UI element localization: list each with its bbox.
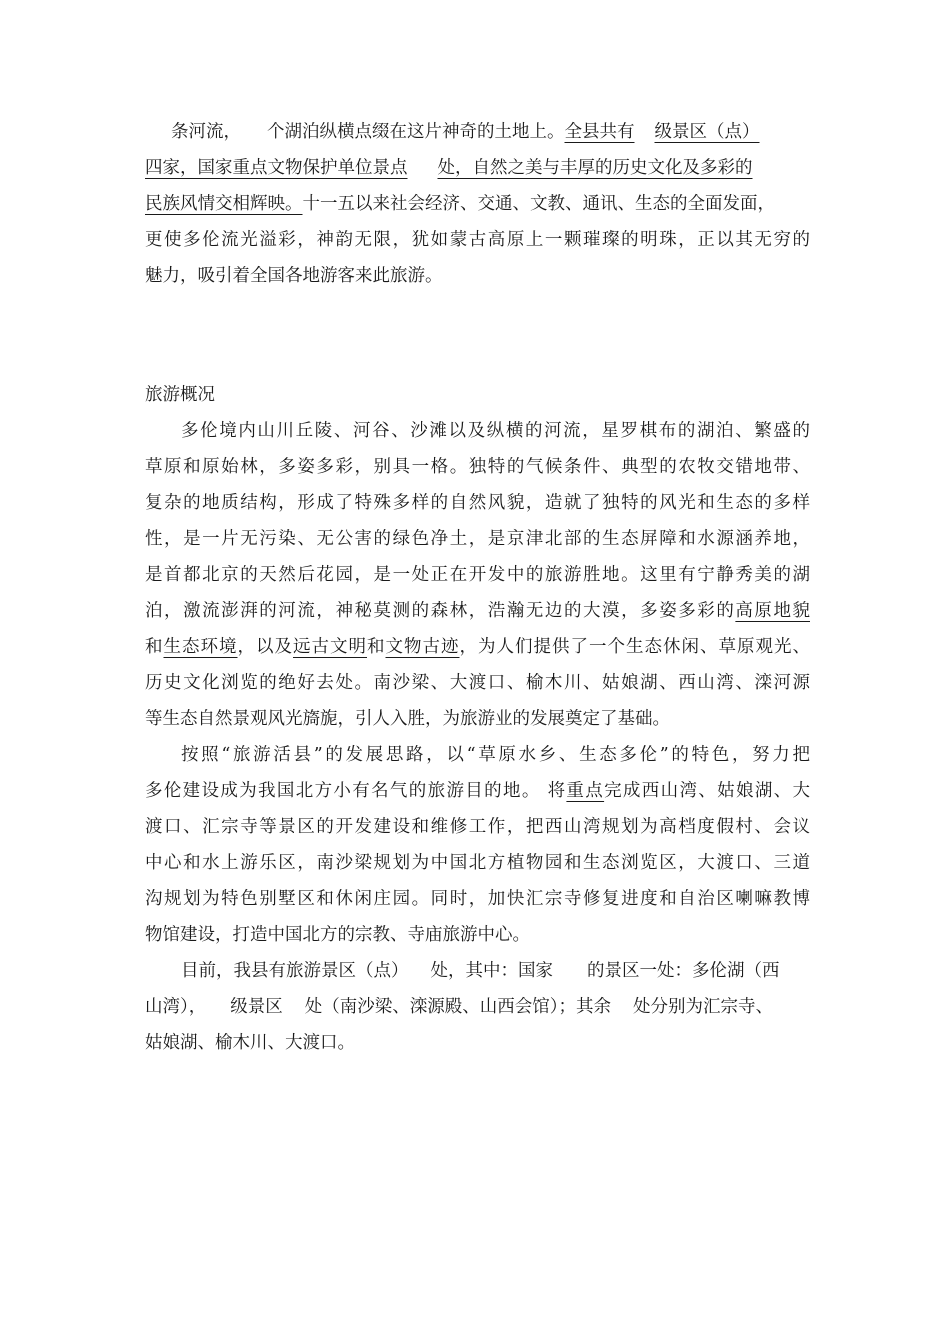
p2-line-6: 物馆建设，打造中国北方的宗教、寺庙旅游中心。 bbox=[145, 925, 530, 945]
p1-line-9: 等生态自然景观风光旖旎，引人入胜，为旅游业的发展奠定了基础。 bbox=[145, 709, 670, 729]
underlined-phrase: 四家，国家重点文物保护单位景点 处，自然之美与丰厚的历史文化及多彩的 bbox=[145, 158, 753, 178]
p1-line-1: 多伦境内山川丘陵、河谷、沙滩以及纵横的河流，星罗棋布的湖泊、繁盛的 bbox=[181, 421, 810, 441]
p2-line-1: 按照“旅游活县”的发展思路，以“草原水乡、生态多伦”的特色，努力把 bbox=[181, 745, 810, 765]
p2-line-5: 沟规划为特色别墅区和休闲庄园。同时，加快汇宗寺修复进度和自治区喇嘛教博 bbox=[145, 889, 810, 909]
section-title: 旅游概况 bbox=[145, 385, 215, 405]
underlined-phrase: 文物古迹 bbox=[385, 637, 460, 657]
intro-line-3: 民族风情交相辉映。十一五以来社会经济、交通、文教、通讯、生态的全面发面， bbox=[145, 194, 775, 214]
intro-line-4: 更使多伦流光溢彩，神韵无限，犹如蒙古高原上一颗璀璨的明珠，正以其无穷的 bbox=[145, 230, 810, 250]
p3-line-1: 目前，我县有旅游景区（点） 处，其中：国家 的景区一处：多伦湖（西 bbox=[181, 961, 780, 981]
p2-line-2: 多伦建设成为我国北方小有名气的旅游目的地。 将重点完成西山湾、姑娘湖、大 bbox=[145, 781, 810, 801]
intro-line-2 bbox=[145, 150, 810, 186]
p1-line-5: 是首都北京的天然后花园，是一处正在开发中的旅游胜地。这里有宁静秀美的湖 bbox=[145, 565, 810, 585]
p2-line-3: 渡口、汇宗寺等景区的开发建设和维修工作，把西山湾规划为高档度假村、会议 bbox=[145, 817, 810, 837]
p3-line-2: 山湾）， 级景区 处（南沙梁、滦源殿、山西会馆）；其余 处分别为汇宗寺、 bbox=[145, 997, 773, 1017]
p1-line-7: 和生态环境，以及远古文明和文物古迹，为人们提供了一个生态休闲、草原观光、 bbox=[145, 637, 810, 657]
underlined-phrase: 远古文明 bbox=[293, 637, 367, 657]
p1-line-3: 复杂的地质结构，形成了特殊多样的自然风貌，造就了独特的风光和生态的多样 bbox=[145, 493, 810, 513]
underlined-phrase: 全县共有 级景区（点） bbox=[564, 122, 760, 142]
intro-line-1: 条河流， 个湖泊纵横点缀在这片神奇的土地上。全县共有 级景区（点） bbox=[171, 122, 760, 142]
underlined-phrase: 生态环境 bbox=[163, 637, 238, 657]
p1-line-8: 历史文化浏览的绝好去处。南沙梁、大渡口、榆木川、姑娘湖、西山湾、滦河源 bbox=[145, 673, 810, 693]
underlined-phrase: 民族风情交相辉映。 bbox=[145, 194, 303, 214]
p1-line-6: 泊，激流澎湃的河流，神秘莫测的森林，浩瀚无边的大漠，多姿多彩的高原地貌 bbox=[145, 601, 810, 621]
paragraph-plan bbox=[145, 737, 810, 953]
underlined-phrase: 高原地貌 bbox=[735, 601, 810, 621]
underlined-phrase: 重点 bbox=[566, 781, 605, 801]
p1-line-2: 草原和原始林，多姿多彩，别具一格。独特的气候条件、典型的农牧交错地带、 bbox=[145, 457, 810, 477]
intro-line-5: 魅力，吸引着全国各地游客来此旅游。 bbox=[145, 266, 443, 286]
paragraph-overview bbox=[145, 413, 810, 737]
intro-paragraph bbox=[145, 114, 810, 294]
paragraph-current bbox=[145, 953, 810, 1061]
p3-line-3: 姑娘湖、榆木川、大渡口。 bbox=[145, 1033, 355, 1053]
p1-line-4: 性，是一片无污染、无公害的绿色净土，是京津北部的生态屏障和水源涵养地， bbox=[145, 529, 810, 549]
p2-line-4: 中心和水上游乐区，南沙梁规划为中国北方植物园和生态浏览区，大渡口、三道 bbox=[145, 853, 810, 873]
